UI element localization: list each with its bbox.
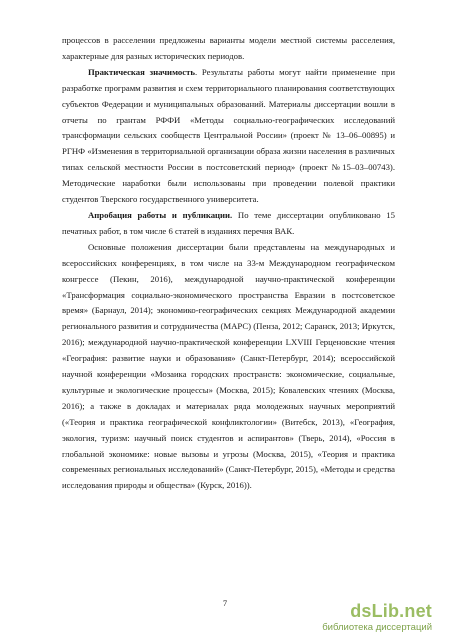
paragraph-conferences: Основные положения диссертации были представлены на международных и всероссийских конференциях, в том числе на 33-м Международном географическом конгрессе (Пекин, 2016), международной научно-практической конференции «Трансформация социально-экономического пространства Евразии в постсоветское время» (Барнаул, 2014); экономико-географических секциях Международной академии регионального развития и сотрудничества (МАРС) (Пенза, 2012; Саранск, 2013; Иркутск, 2016); международной научно-практической конференции LXVIII Герценовские чтения «География: развитие науки и образования» (Санкт-Петербург, 2014); всероссийской научной конференции «Мозаика городских пространств: экономические, социальные, культурные и экологические процессы» (Москва, 2015); Ковалевских чтениях (Москва, 2016); а также в докладах и материалах ряда молодежных научных мероприятий («Теория и практика географической конфликтологии» (Витебск, 2013), «География, экология, туризм: научный поиск студентов и аспирантов» (Тверь, 2014), «Россия в глобальной экономике: новые вызовы и угрозы (Москва, 2015), «Теория и практика современных региональных исследований» (Санкт-Петербург, 2015), «Методы и средства исследования природы и общества» (Курск, 2016)). — [62, 241, 395, 491]
watermark — [324, 601, 432, 635]
heading-approbation: Апробация работы и публикации. — [88, 209, 233, 220]
paragraph-settlement-models: процессов в расселении предложены варианты модели местной системы расселения, характерные для разных исторических периодов. — [62, 35, 395, 61]
paragraph-practical-significance-text: . Результаты работы могут найти применение при разработке программ развития и схем территориального планирования соответствующих субъектов Федерации и муниципальных образований. Материалы диссертации вошли в отчеты по грантам РФФИ «Методы социально-географических исследований трансформации сельских сообществ Центральной России» (проект № 13–06–00895) и РГНФ «Изменения в территориальной организации образа жизни населения в различных типах сельской местности России в постсоветский период» (проект №15–03–00743). Методические наработки были использованы при проведении полевой практики студентов Тверского государственного университета. — [62, 66, 395, 205]
document-body — [62, 33, 395, 494]
paragraph-approbation — [62, 208, 395, 240]
watermark-logo: dsLib.net — [350, 601, 432, 621]
page-number: 7 — [222, 598, 228, 608]
watermark-subtitle: библиотека диссертаций — [322, 622, 432, 633]
paragraph-approbation-text: По теме диссертации опубликовано 15 печатных работ, в том числе 6 статей в изданиях перечня ВАК. — [62, 209, 395, 236]
paragraph-practical-significance — [62, 65, 395, 208]
heading-practical-significance: Практическая значимость — [88, 66, 195, 77]
